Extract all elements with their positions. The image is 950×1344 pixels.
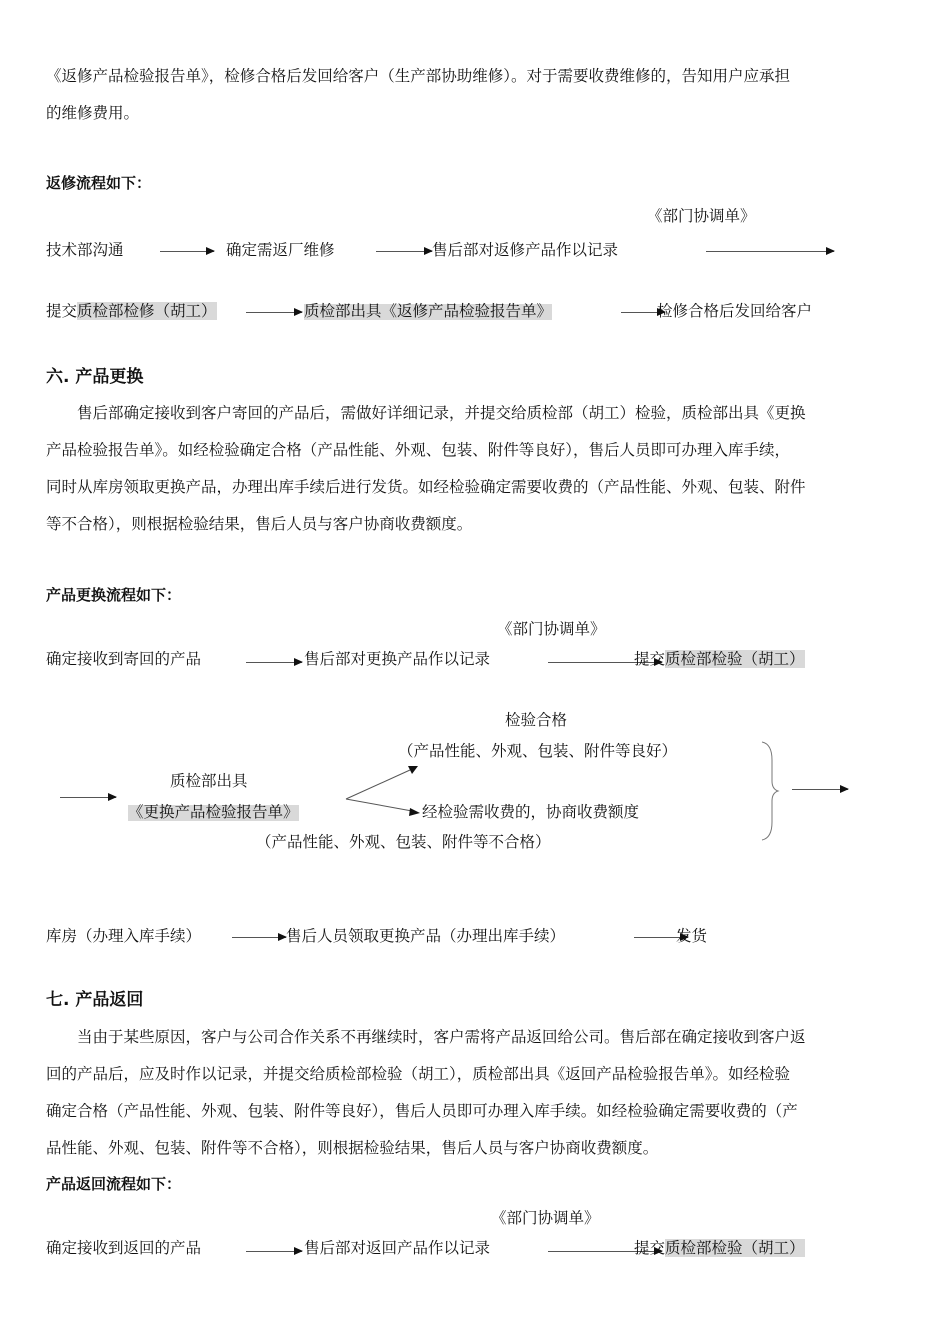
- warehouse-step-1: 库房（办理入库手续）: [46, 927, 202, 945]
- qc-issue-line-1: 质检部出具: [170, 772, 248, 790]
- pass-note: （产品性能、外观、包装、附件等良好）: [398, 742, 678, 760]
- repair-step-4-prefix: 提交: [46, 302, 78, 320]
- replace-step-1: 确定接收到寄回的产品: [46, 650, 202, 668]
- return-step-1: 确定接收到返回的产品: [46, 1239, 202, 1257]
- arrow-icon: [232, 937, 286, 938]
- return-step-2: 售后部对返回产品作以记录: [304, 1239, 491, 1257]
- replace-step-3-prefix: 提交: [634, 650, 666, 668]
- section-7-line-3: 确定合格（产品性能、外观、包装、附件等良好），售后人员即可办理入库手续。如经检验确定需要收费的（产: [46, 1102, 798, 1120]
- section-7-line-2: 回的产品后，应及时作以记录，并提交给质检部检验（胡工），质检部出具《返回产品检验报告单》。如经检验: [46, 1065, 791, 1083]
- intro-line-2: 的维修费用。: [46, 104, 140, 122]
- replace-step-3-highlight: 质检部检验（胡工）: [665, 650, 805, 668]
- return-step-3-prefix: 提交: [634, 1239, 666, 1257]
- section-7-line-4: 品性能、外观、包装、附件等不合格），则根据检验结果，售后人员与客户协商收费额度。: [46, 1139, 659, 1157]
- section-6-line-2: 产品检验报告单》。如经检验确定合格（产品性能、外观、包装、附件等良好），售后人员即可办理入库手续，: [46, 441, 791, 459]
- arrow-icon: [246, 1251, 302, 1252]
- repair-step-4-highlight: 质检部检修（胡工）: [77, 302, 217, 320]
- section-7-title: 七. 产品返回: [46, 990, 144, 1010]
- pass-label: 检验合格: [505, 711, 568, 729]
- section-7-line-1: 当由于某些原因，客户与公司合作关系不再继续时，客户需将产品返回给公司。售后部在确定接收到客户返: [77, 1028, 806, 1046]
- return-step-3: [634, 1241, 805, 1257]
- branch-up-line: [346, 770, 410, 799]
- warehouse-step-2: 售后人员领取更换产品（办理出库手续）: [286, 927, 566, 945]
- fail-note: （产品性能、外观、包装、附件等不合格）: [256, 833, 551, 851]
- fee-label: 经检验需收费的，协商收费额度: [422, 803, 640, 821]
- section-6-line-1: 售后部确定接收到客户寄回的产品后，需做好详细记录，并提交给质检部（胡工）检验，质检部出具《更换: [77, 404, 806, 422]
- repair-step-6: 检修合格后发回给客户: [657, 302, 813, 320]
- replace-step-2: 售后部对更换产品作以记录: [304, 650, 491, 668]
- repair-step-3: 售后部对返修产品作以记录: [432, 241, 619, 259]
- intro-line-1: 《返修产品检验报告单》，检修合格后发回给客户（生产部协助维修）。对于需要收费维修的，告知用户应承担: [46, 67, 791, 85]
- repair-step-2: 确定需返厂维修: [226, 241, 335, 259]
- return-flow-heading: 产品返回流程如下：: [46, 1175, 182, 1193]
- return-step-3-highlight: 质检部检验（胡工）: [665, 1239, 805, 1257]
- replace-flow-heading: 产品更换流程如下：: [46, 586, 182, 604]
- repair-flow-note: 《部门协调单》: [647, 207, 756, 225]
- repair-step-5: 质检部出具《返修产品检验报告单》: [304, 302, 553, 320]
- section-6-title: 六. 产品更换: [46, 367, 144, 387]
- return-flow-note: 《部门协调单》: [491, 1209, 600, 1227]
- warehouse-step-3: 发货: [676, 927, 708, 945]
- branch-down-line: [346, 799, 412, 811]
- repair-flow-heading: 返修流程如下：: [46, 174, 152, 192]
- section-7-paragraph: [46, 1019, 906, 1167]
- qc-issue-line-2: 《更换产品检验报告单》: [128, 803, 299, 821]
- replace-flow-note: 《部门协调单》: [497, 620, 606, 638]
- right-brace: [762, 742, 778, 840]
- section-6-line-3: 同时从库房领取更换产品，办理出库手续后进行发货。如经检验确定需要收费的（产品性能、外观、包装、附件: [46, 478, 806, 496]
- section-6-line-4: 等不合格），则根据检验结果，售后人员与客户协商收费额度。: [46, 515, 473, 533]
- branch-down-arrowhead: [409, 808, 420, 816]
- repair-step-1: 技术部沟通: [46, 241, 124, 259]
